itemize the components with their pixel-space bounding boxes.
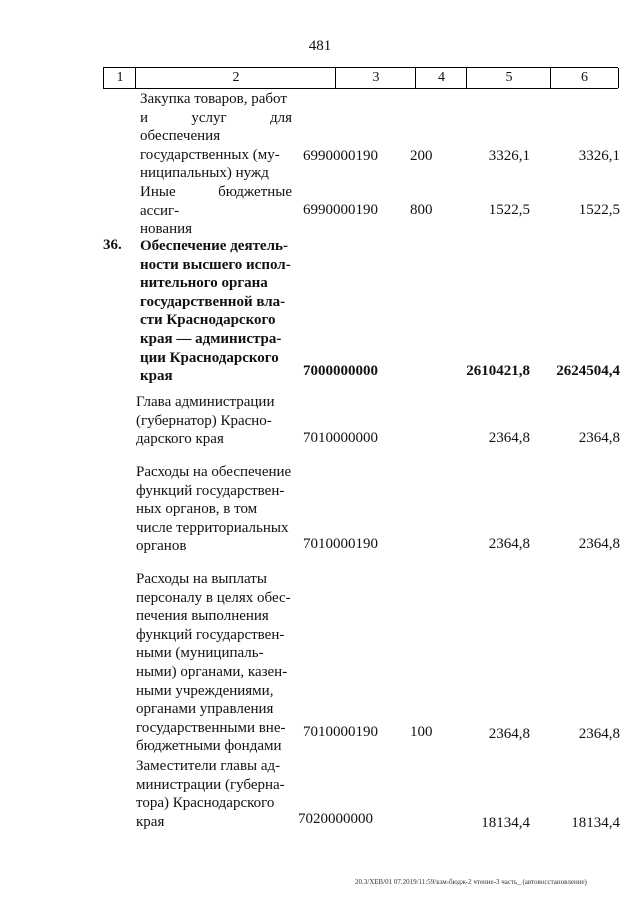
row-code: 7000000000: [303, 363, 378, 379]
row-number: 36.: [103, 237, 122, 253]
row-vr: 100: [410, 724, 433, 740]
row-code: 6990000190: [303, 148, 378, 164]
row-value-2020: 2364,8: [578, 430, 620, 446]
row-description: Расходы на обеспечение функций государствен- ных органов, в том числе территориальных органов: [136, 464, 292, 555]
row-description: Закупка товаров, работ и услуг для обеспечения государственных (му- ниципальных) нужд: [140, 91, 292, 182]
row-code: 7010000190: [303, 536, 378, 552]
row-value-2019: 2364,8: [488, 430, 530, 446]
row-description: Иные бюджетные ассиг- нования: [140, 184, 292, 238]
row-value-2019: 18134,4: [481, 815, 530, 831]
row-value-2020: 2364,8: [578, 726, 620, 742]
header-col-4: 4: [415, 68, 467, 88]
row-value-2019: 2364,8: [488, 536, 530, 552]
row-value-2019: 3326,1: [488, 148, 530, 164]
page-number: 481: [308, 38, 332, 54]
table-header: [103, 67, 618, 89]
header-col-1: 1: [103, 68, 136, 88]
header-col-3: 3: [335, 68, 416, 88]
header-col-2: 2: [135, 68, 336, 88]
row-value-2019: 2364,8: [488, 726, 530, 742]
row-code: 7020000000: [298, 811, 373, 827]
row-description: Заместители главы ад- министрации (губерна- тора) Краснодарского края: [136, 758, 285, 830]
row-code: 7010000190: [303, 724, 378, 740]
row-description: Глава администрации (губернатор) Красно- дарского края: [136, 394, 275, 448]
row-value-2020: 3326,1: [578, 148, 620, 164]
row-code: 7010000000: [303, 430, 378, 446]
header-col-6: 6: [550, 68, 619, 88]
row-vr: 800: [410, 202, 433, 218]
row-value-2019: 2610421,8: [466, 363, 530, 379]
row-value-2020: 18134,4: [571, 815, 620, 831]
row-code: 6990000190: [303, 202, 378, 218]
row-value-2020: 2624504,4: [556, 363, 620, 379]
row-description: Обеспечение деятель- ности высшего испол- нительного органа государственной вла- сти Краснодарского края — администра- ции Краснодарского края: [140, 238, 291, 385]
row-description: Расходы на выплаты персоналу в целях обес- печения выполнения функций государствен- ными (муниципаль- ными) органами, казен- ными учреждениями, органами управления государственными вне- бюджетными фондами: [136, 571, 291, 755]
row-value-2019: 1522,5: [488, 202, 530, 218]
row-value-2020: 2364,8: [578, 536, 620, 552]
row-vr: 200: [410, 148, 433, 164]
footer-file-path: 20.3/XEB/01 07.2019/11:59/кзм-бюдж-2 чтение-3 часть_ (автовосстановление): [355, 878, 587, 886]
header-col-5: 5: [466, 68, 551, 88]
row-value-2020: 1522,5: [578, 202, 620, 218]
